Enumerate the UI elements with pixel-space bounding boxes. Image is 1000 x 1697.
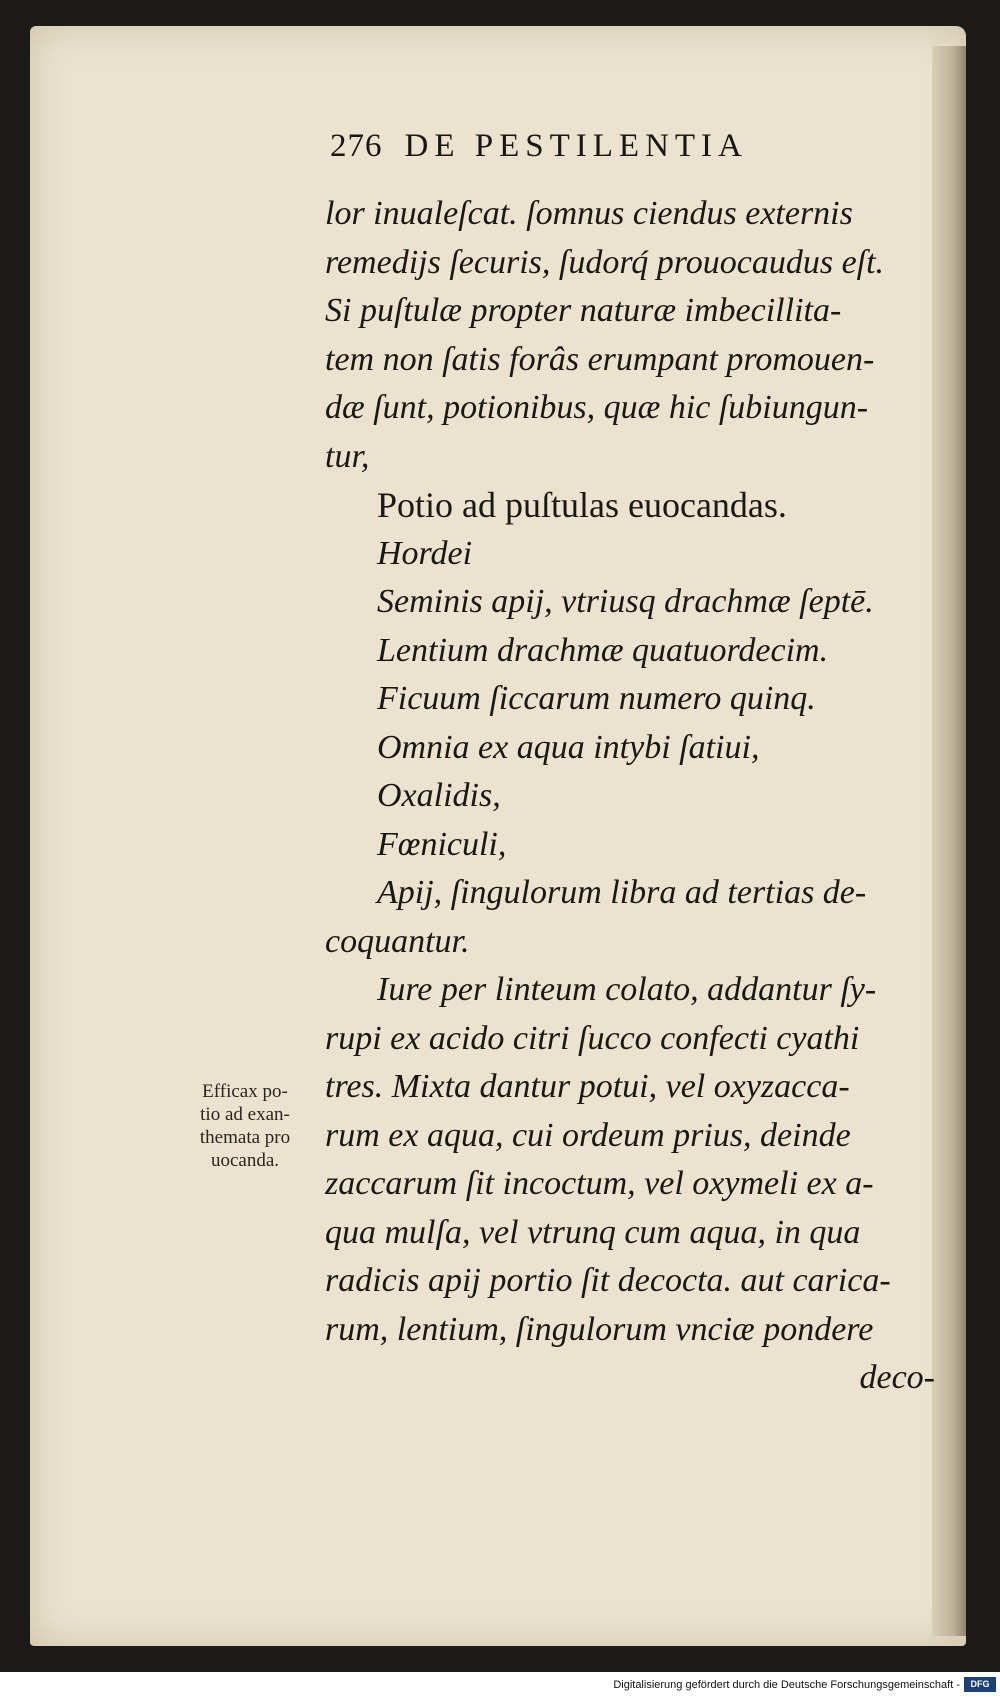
text-line: qua mulſa, vel vtrunq cum aqua, in qua <box>325 1213 861 1251</box>
marginal-line: uocanda. <box>210 1150 280 1171</box>
recipe-line: Lentium drachmæ quatuordecim. <box>377 631 829 669</box>
recipe-line: Fœniculi, <box>377 825 507 863</box>
text-line: tem non ſatis forâs erumpant promouen- <box>325 340 875 378</box>
text-line: Si puſtulæ propter naturæ imbecillita- <box>325 292 842 329</box>
recipe-line: Hordei <box>377 534 473 572</box>
body-text <box>325 190 945 1403</box>
digitization-footer <box>0 1674 1000 1697</box>
text-line: radicis apij portio ſit decocta. aut carica- <box>325 1262 891 1299</box>
recipe-line: Omnia ex aqua intybi ſatiui, <box>377 728 760 766</box>
recipe-line: Oxalidis, <box>377 777 501 814</box>
text-line: zaccarum ſit incoctum, vel oxymeli ex a- <box>325 1165 874 1202</box>
running-title: DE PESTILENTIA <box>404 128 748 164</box>
text-line: tur, <box>325 437 370 475</box>
text-line: dæ ſunt, potionibus, quæ hic ſubiungun- <box>325 389 869 426</box>
marginal-line: themata pro <box>199 1127 291 1148</box>
running-head <box>330 128 890 165</box>
text-line: Iure per linteum colato, addantur ſy- <box>377 971 877 1008</box>
footer-credit: Digitalisierung gefördert durch die Deutsche Forschungsgemeinschaft - <box>613 1679 960 1691</box>
text-line: rum, lentium, ſingulorum vnciæ pondere <box>325 1310 874 1348</box>
recipe-line: Apij, ſingulorum libra ad tertias de- <box>377 874 867 911</box>
dfg-logo-icon: DFG <box>964 1677 996 1692</box>
text-line: rupi ex acido citri ſucco confecti cyathi <box>325 1019 860 1057</box>
text-line: lor inualeſcat. ſomnus ciendus externis <box>325 195 853 232</box>
recipe-line: Seminis apij, vtriusq drachmæ ſeptē. <box>377 583 874 620</box>
text-line: remedijs ſecuris, ſudorq́ prouocaudus eſt. <box>325 243 885 281</box>
page-number: 276 <box>330 128 383 164</box>
marginal-line: Efficax po- <box>202 1081 288 1102</box>
text-line: coquantur. <box>325 922 470 960</box>
marginal-note <box>170 1080 320 1172</box>
catchword: deco- <box>859 1359 935 1396</box>
recipe-line: Ficuum ſiccarum numero quinq. <box>377 680 816 717</box>
text-line: rum ex aqua, cui ordeum prius, deinde <box>325 1116 851 1154</box>
marginal-line: tio ad exan- <box>200 1104 290 1125</box>
recipe-heading: Potio ad puſtulas euocandas. <box>377 485 787 525</box>
text-line: tres. Mixta dantur potui, vel oxyzacca- <box>325 1068 850 1105</box>
